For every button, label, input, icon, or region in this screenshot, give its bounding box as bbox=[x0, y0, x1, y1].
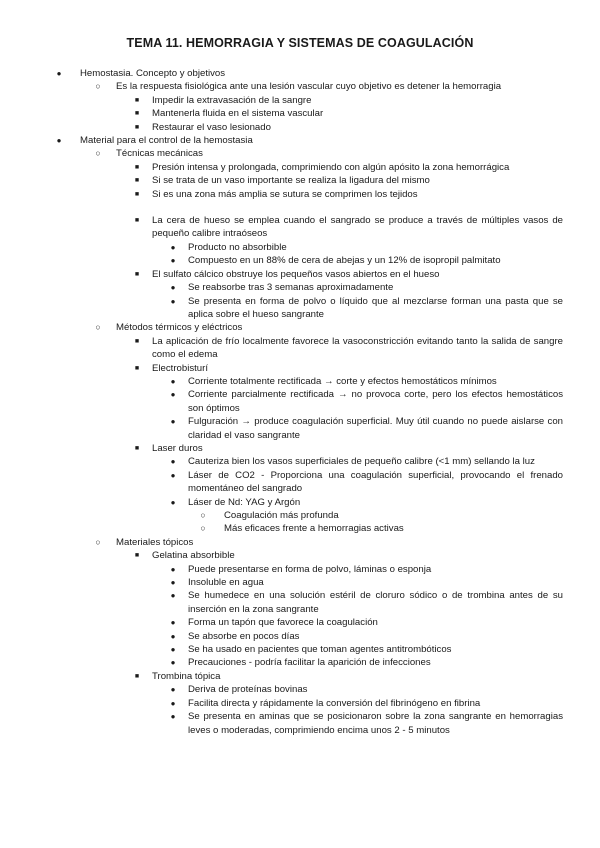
list-item bbox=[0, 107, 600, 120]
list-item bbox=[0, 697, 600, 710]
bullet-icon: ● bbox=[170, 631, 176, 641]
list-item-text: Láser de Nd: YAG y Argón bbox=[188, 496, 301, 508]
bullet-icon: ● bbox=[170, 698, 176, 708]
list-item-text: Corriente totalmente rectificada → corte y efectos hemostáticos mínimos bbox=[188, 375, 497, 387]
list-item-text: Insoluble en agua bbox=[188, 577, 264, 589]
list-item-text: Es la respuesta fisiológica ante una lesión vascular cuyo objetivo es detener la hemorragia bbox=[116, 81, 502, 93]
list-item bbox=[0, 375, 600, 388]
list-item bbox=[0, 576, 600, 589]
list-item bbox=[0, 174, 600, 187]
list-item-text: Gelatina absorbible bbox=[152, 550, 235, 562]
bullet-icon: ○ bbox=[200, 523, 206, 534]
list-item-text: Si se trata de un vaso importante se realiza la ligadura del mismo bbox=[152, 175, 430, 187]
list-item bbox=[0, 188, 600, 201]
document-title: TEMA 11. HEMORRAGIA Y SISTEMAS DE COAGULACIÓN bbox=[126, 36, 474, 50]
list-item bbox=[0, 563, 600, 576]
list-item bbox=[0, 522, 600, 535]
list-item bbox=[0, 335, 600, 362]
list-item bbox=[0, 455, 600, 468]
bullet-icon: ■ bbox=[134, 672, 140, 680]
bullet-icon: ● bbox=[170, 685, 176, 695]
document-body bbox=[0, 67, 600, 737]
list-item bbox=[0, 549, 600, 562]
bullet-icon: ○ bbox=[95, 322, 101, 333]
list-item bbox=[0, 268, 600, 281]
list-item-text: Hemostasia. Concepto y objetivos bbox=[80, 68, 226, 79]
list-item bbox=[0, 80, 600, 93]
list-item-text: Materiales tópicos bbox=[116, 536, 194, 548]
bullet-icon: ● bbox=[170, 256, 176, 266]
bullet-icon: ● bbox=[170, 457, 176, 467]
list-item bbox=[0, 683, 600, 696]
list-item-text: Producto no absorbible bbox=[188, 241, 287, 253]
bullet-icon: ● bbox=[170, 283, 176, 293]
list-item-text: Presión intensa y prolongada, comprimiendo con algún apósito la zona hemorrágica bbox=[152, 161, 510, 173]
list-item-text: Deriva de proteínas bovinas bbox=[188, 684, 308, 696]
bullet-icon: ■ bbox=[134, 217, 140, 225]
list-item bbox=[0, 442, 600, 455]
bullet-icon: ○ bbox=[200, 510, 206, 520]
list-item bbox=[0, 241, 600, 254]
bullet-icon: ● bbox=[170, 242, 176, 252]
bullet-icon: ○ bbox=[95, 536, 101, 547]
list-item bbox=[0, 388, 600, 415]
list-item-text: La cera de hueso se emplea cuando el sangrado se produce a través de múltiples vasos de pequeño calibre intraóseos bbox=[152, 215, 563, 240]
list-item-text: Cauteriza bien los vasos superficiales de pequeño calibre (<1 mm) sellando la luz bbox=[188, 456, 535, 468]
bullet-icon: ● bbox=[170, 417, 176, 427]
list-item-text: Fulguración → produce coagulación superficial. Muy útil cuando no puede aislarse con claridad el vaso sangrante bbox=[188, 416, 563, 441]
list-item-text: Más eficaces frente a hemorragias activas bbox=[224, 523, 404, 535]
bullet-icon: ● bbox=[170, 470, 176, 480]
list-item bbox=[0, 643, 600, 656]
bullet-icon: ● bbox=[56, 69, 62, 78]
list-item bbox=[0, 254, 600, 267]
bullet-icon: ■ bbox=[134, 96, 140, 104]
list-item-text: Se presenta en forma de polvo o líquido que al mezclarse forman una pasta que se aplica sobre el hueso sangrante bbox=[188, 295, 563, 320]
list-item-text: Puede presentarse en forma de polvo, láminas o esponja bbox=[188, 563, 432, 575]
list-item-text: Compuesto en un 88% de cera de abejas y un 12% de isopropil palmitato bbox=[188, 255, 501, 267]
bullet-icon: ■ bbox=[134, 110, 140, 118]
bullet-icon: ● bbox=[170, 591, 176, 601]
bullet-icon: ● bbox=[170, 564, 176, 574]
list-item bbox=[0, 710, 600, 737]
list-item bbox=[0, 295, 600, 322]
list-item-text: Precauciones - podría facilitar la aparición de infecciones bbox=[188, 657, 431, 669]
list-item bbox=[0, 509, 600, 522]
list-item-text: Láser de CO2 - Proporciona una coagulación superficial, provocando el frenado momentáneo del sangrado bbox=[188, 469, 563, 495]
bullet-icon: ■ bbox=[134, 552, 140, 560]
list-item-text: Se reabsorbe tras 3 semanas aproximadamente bbox=[188, 282, 394, 294]
bullet-icon: ● bbox=[170, 390, 176, 400]
list-item-text: Forma un tapón que favorece la coagulación bbox=[188, 617, 378, 629]
bullet-icon: ● bbox=[170, 645, 176, 655]
bullet-icon: ■ bbox=[134, 364, 140, 372]
bullet-icon: ■ bbox=[134, 444, 140, 452]
list-item-text: La aplicación de frío localmente favorece la vasoconstricción evitando tanto la salida de sangre como el edema bbox=[152, 335, 563, 361]
bullet-icon: ● bbox=[56, 136, 62, 146]
list-item-text: Coagulación más profunda bbox=[224, 510, 339, 521]
list-item-text: Métodos térmicos y eléctricos bbox=[116, 322, 243, 334]
list-item-text: Facilita directa y rápidamente la conversión del fibrinógeno en fibrina bbox=[188, 697, 481, 709]
bullet-icon: ● bbox=[170, 497, 176, 507]
list-item bbox=[0, 656, 600, 669]
bullet-icon: ● bbox=[170, 376, 176, 386]
list-item-text: Se ha usado en pacientes que toman agentes antitrombóticos bbox=[188, 644, 452, 656]
bullet-icon: ■ bbox=[134, 163, 140, 171]
list-item-text: Se presenta en aminas que se posicionaron sobre la zona sangrante en hemorragias leves o moderadas, comprimiendo encima unos 2 - 5 minutos bbox=[188, 711, 563, 736]
bullet-icon: ○ bbox=[95, 81, 101, 92]
list-item bbox=[0, 362, 600, 375]
list-item-text: Corriente parcialmente rectificada → no provoca corte, pero los efectos hemostáticos son óptimos bbox=[188, 389, 563, 414]
list-item bbox=[0, 321, 600, 334]
list-item bbox=[0, 536, 600, 549]
list-item-text: Trombina tópica bbox=[152, 670, 221, 682]
bullet-icon: ■ bbox=[134, 270, 140, 278]
list-item-text: Impedir la extravasación de la sangre bbox=[152, 94, 312, 106]
bullet-icon: ■ bbox=[134, 177, 140, 185]
list-item bbox=[0, 161, 600, 174]
bullet-icon: ● bbox=[170, 658, 176, 668]
bullet-icon: ■ bbox=[134, 190, 140, 198]
list-item bbox=[0, 496, 600, 509]
list-item-text: Se humedece en una solución estéril de cloruro sódico o de trombina antes de su inserción en la zona sangrante bbox=[188, 590, 563, 615]
bullet-icon: ■ bbox=[134, 337, 140, 345]
list-item-text: Si es una zona más amplia se sutura se comprimen los tejidos bbox=[152, 188, 418, 200]
list-item bbox=[0, 630, 600, 643]
bullet-icon: ● bbox=[170, 712, 176, 722]
list-item bbox=[0, 214, 600, 241]
list-item bbox=[0, 67, 600, 80]
list-item bbox=[0, 147, 600, 160]
list-item bbox=[0, 469, 600, 496]
list-item bbox=[0, 281, 600, 294]
bullet-icon: ● bbox=[170, 296, 176, 306]
list-item bbox=[0, 94, 600, 107]
list-item-text: Material para el control de la hemostasia bbox=[80, 135, 253, 147]
list-item-text: Laser duros bbox=[152, 442, 203, 454]
list-item bbox=[0, 670, 600, 683]
bullet-icon: ○ bbox=[95, 148, 101, 159]
bullet-icon: ● bbox=[170, 578, 176, 588]
list-item bbox=[0, 415, 600, 442]
list-item-text: Electrobisturí bbox=[152, 362, 208, 374]
list-item-text: Mantenerla fluida en el sistema vascular bbox=[152, 108, 324, 120]
list-item bbox=[0, 589, 600, 616]
list-item-text: Se absorbe en pocos días bbox=[188, 630, 300, 642]
list-item-text: Técnicas mecánicas bbox=[116, 148, 203, 160]
list-item bbox=[0, 134, 600, 147]
list-item-text: Restaurar el vaso lesionado bbox=[152, 121, 271, 133]
list-item bbox=[0, 121, 600, 134]
bullet-icon: ● bbox=[170, 618, 176, 628]
bullet-icon: ■ bbox=[134, 123, 140, 131]
list-item-text: El sulfato cálcico obstruye los pequeños vasos abiertos en el hueso bbox=[152, 268, 440, 280]
list-item bbox=[0, 616, 600, 629]
